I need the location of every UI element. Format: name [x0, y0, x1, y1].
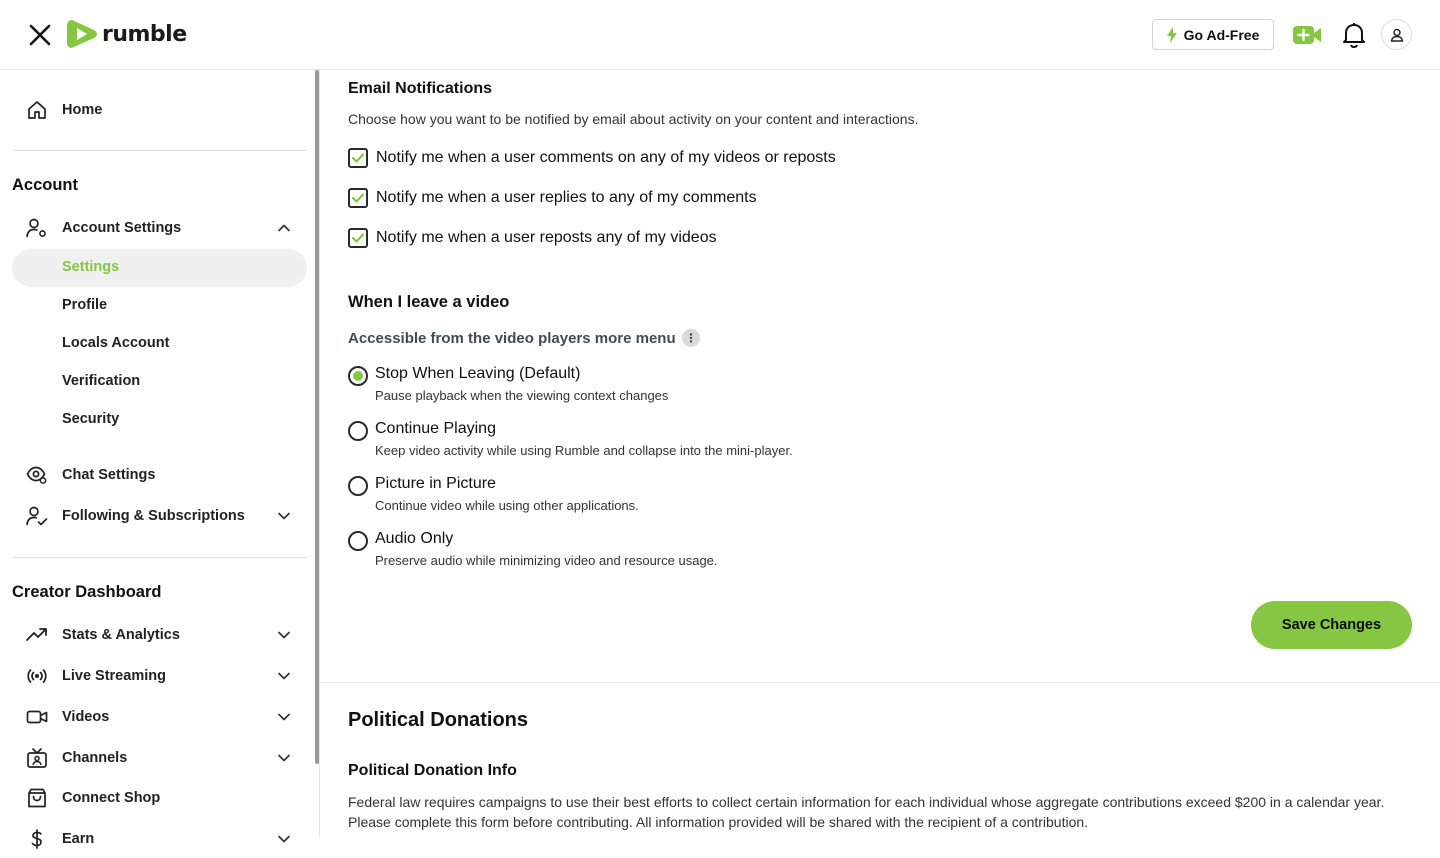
- creator-dashboard-section-title: Creator Dashboard: [12, 583, 162, 601]
- political-donation-info-text: Federal law requires campaigns to use their best efforts to collect certain information for each individual whose aggregate contributions exceed $200 in a calendar year. Please complete this form before contributing. All information provided will be shared with the recipient of a contribution.: [348, 794, 1385, 830]
- sidebar-item-label: Home: [62, 102, 103, 118]
- political-donation-info-title: Political Donation Info: [348, 762, 517, 779]
- sidebar-item-earn[interactable]: [12, 820, 307, 858]
- divider: [320, 682, 1440, 683]
- sidebar-subitem-locals-account[interactable]: [12, 325, 307, 363]
- email-notifications-title: Email Notifications: [348, 80, 493, 97]
- video-camera-icon: [26, 707, 48, 727]
- radio-unselected-icon: [348, 476, 368, 496]
- divider: [12, 557, 307, 558]
- sidebar-subitem-profile[interactable]: [12, 287, 307, 325]
- radio-title: Stop When Leaving (Default): [375, 365, 581, 382]
- sidebar-item-connect-shop[interactable]: [12, 779, 307, 817]
- sidebar-subitem-label: Verification: [62, 373, 141, 389]
- rumble-logo[interactable]: [66, 17, 187, 51]
- sidebar-subitem-security[interactable]: [12, 401, 307, 439]
- checkbox-label: Notify me when a user comments on any of my videos or reposts: [376, 149, 836, 166]
- notifications-button[interactable]: [1341, 21, 1367, 49]
- sidebar-subitem-verification[interactable]: [12, 363, 307, 401]
- close-icon: [28, 23, 52, 47]
- leave-video-title: When I leave a video: [348, 293, 510, 311]
- tv-icon: [26, 748, 48, 768]
- chevron-down-icon: [277, 669, 291, 683]
- chevron-up-icon: [277, 221, 291, 235]
- sidebar-item-label: Following & Subscriptions: [62, 508, 245, 524]
- sidebar-item-chat-settings[interactable]: [12, 456, 307, 494]
- chevron-down-icon: [277, 751, 291, 765]
- checkbox-checked-icon: [348, 148, 368, 168]
- close-menu-button[interactable]: [26, 21, 54, 49]
- email-notifications-description: Choose how you want to be notified by email about activity on your content and interactions.: [348, 111, 919, 127]
- political-donations-title: Political Donations: [348, 709, 529, 731]
- sidebar-item-home[interactable]: [12, 91, 307, 129]
- radio-title: Audio Only: [375, 530, 454, 547]
- sidebar-item-channels[interactable]: [12, 739, 307, 777]
- checkbox-checked-icon: [348, 228, 368, 248]
- divider: [12, 150, 307, 151]
- checkbox-label: Notify me when a user reposts any of my videos: [376, 229, 717, 246]
- radio-unselected-icon: [348, 531, 368, 551]
- user-check-icon: [26, 506, 48, 526]
- top-header: [0, 0, 1440, 70]
- lightning-icon: [1167, 27, 1177, 43]
- shopping-bag-icon: [26, 788, 48, 808]
- sidebar-item-label: Stats & Analytics: [62, 627, 180, 643]
- user-settings-icon: [26, 218, 48, 238]
- radio-subtitle: Preserve audio while minimizing video and resource usage.: [375, 553, 718, 568]
- broadcast-icon: [26, 666, 48, 686]
- checkbox-checked-icon: [348, 188, 368, 208]
- home-icon: [26, 100, 48, 120]
- radio-unselected-icon: [348, 421, 368, 441]
- sidebar: [0, 70, 320, 847]
- bell-icon: [1341, 21, 1367, 49]
- accessible-hint: [348, 329, 700, 347]
- checkbox-label: Notify me when a user replies to any of my comments: [376, 189, 757, 206]
- add-video-icon: [1292, 22, 1322, 48]
- sidebar-item-label: Earn: [62, 831, 95, 847]
- sidebar-subitem-settings[interactable]: [12, 249, 307, 287]
- accessible-hint-text: Accessible from the video players more menu: [348, 329, 676, 347]
- radio-subtitle: Keep video activity while using Rumble and collapse into the mini-player.: [375, 443, 793, 458]
- settings-content: [320, 70, 1440, 837]
- sidebar-item-live-streaming[interactable]: [12, 657, 307, 695]
- radio-selected-icon: [348, 366, 368, 386]
- chevron-down-icon: [277, 832, 291, 846]
- sidebar-item-label: Channels: [62, 750, 128, 766]
- more-menu-icon[interactable]: [682, 329, 700, 347]
- avatar[interactable]: [1381, 19, 1412, 50]
- go-ad-free-button[interactable]: [1152, 19, 1274, 50]
- notify-replies-checkbox[interactable]: [348, 187, 757, 209]
- sidebar-item-label: Chat Settings: [62, 467, 156, 483]
- go-ad-free-label: Go Ad-Free: [1183, 26, 1260, 43]
- trending-up-icon: [26, 625, 48, 645]
- chevron-down-icon: [277, 628, 291, 642]
- chevron-down-icon: [277, 710, 291, 724]
- sidebar-item-account-settings[interactable]: [12, 209, 307, 247]
- chevron-down-icon: [277, 509, 291, 523]
- sidebar-item-videos[interactable]: [12, 698, 307, 736]
- sidebar-subitem-label: Settings: [62, 259, 120, 275]
- sidebar-item-stats-analytics[interactable]: [12, 616, 307, 654]
- radio-subtitle: Continue video while using other applications.: [375, 498, 639, 513]
- logo-text: rumble: [102, 21, 187, 47]
- radio-title: Continue Playing: [375, 420, 496, 437]
- rumble-play-icon: [66, 17, 98, 51]
- sidebar-subitem-label: Security: [62, 411, 120, 427]
- eye-settings-icon: [26, 465, 48, 485]
- radio-title: Picture in Picture: [375, 475, 496, 492]
- notify-reposts-checkbox[interactable]: [348, 227, 717, 249]
- sidebar-item-label: Live Streaming: [62, 668, 166, 684]
- sidebar-item-label: Videos: [62, 709, 110, 725]
- sidebar-subitem-label: Locals Account: [62, 335, 170, 351]
- dollar-icon: [26, 829, 48, 849]
- sidebar-item-following-subscriptions[interactable]: [12, 497, 307, 535]
- account-section-title: Account: [12, 176, 78, 194]
- sidebar-item-label: Connect Shop: [62, 790, 161, 806]
- sidebar-scrollbar[interactable]: [315, 70, 319, 764]
- sidebar-subitem-label: Profile: [62, 297, 108, 313]
- user-icon: [1390, 28, 1404, 42]
- upload-button[interactable]: [1292, 22, 1322, 48]
- radio-subtitle: Pause playback when the viewing context changes: [375, 388, 669, 403]
- sidebar-item-label: Account Settings: [62, 220, 182, 236]
- save-changes-button[interactable]: Save Changes: [1251, 601, 1412, 649]
- notify-comments-checkbox[interactable]: [348, 147, 836, 169]
